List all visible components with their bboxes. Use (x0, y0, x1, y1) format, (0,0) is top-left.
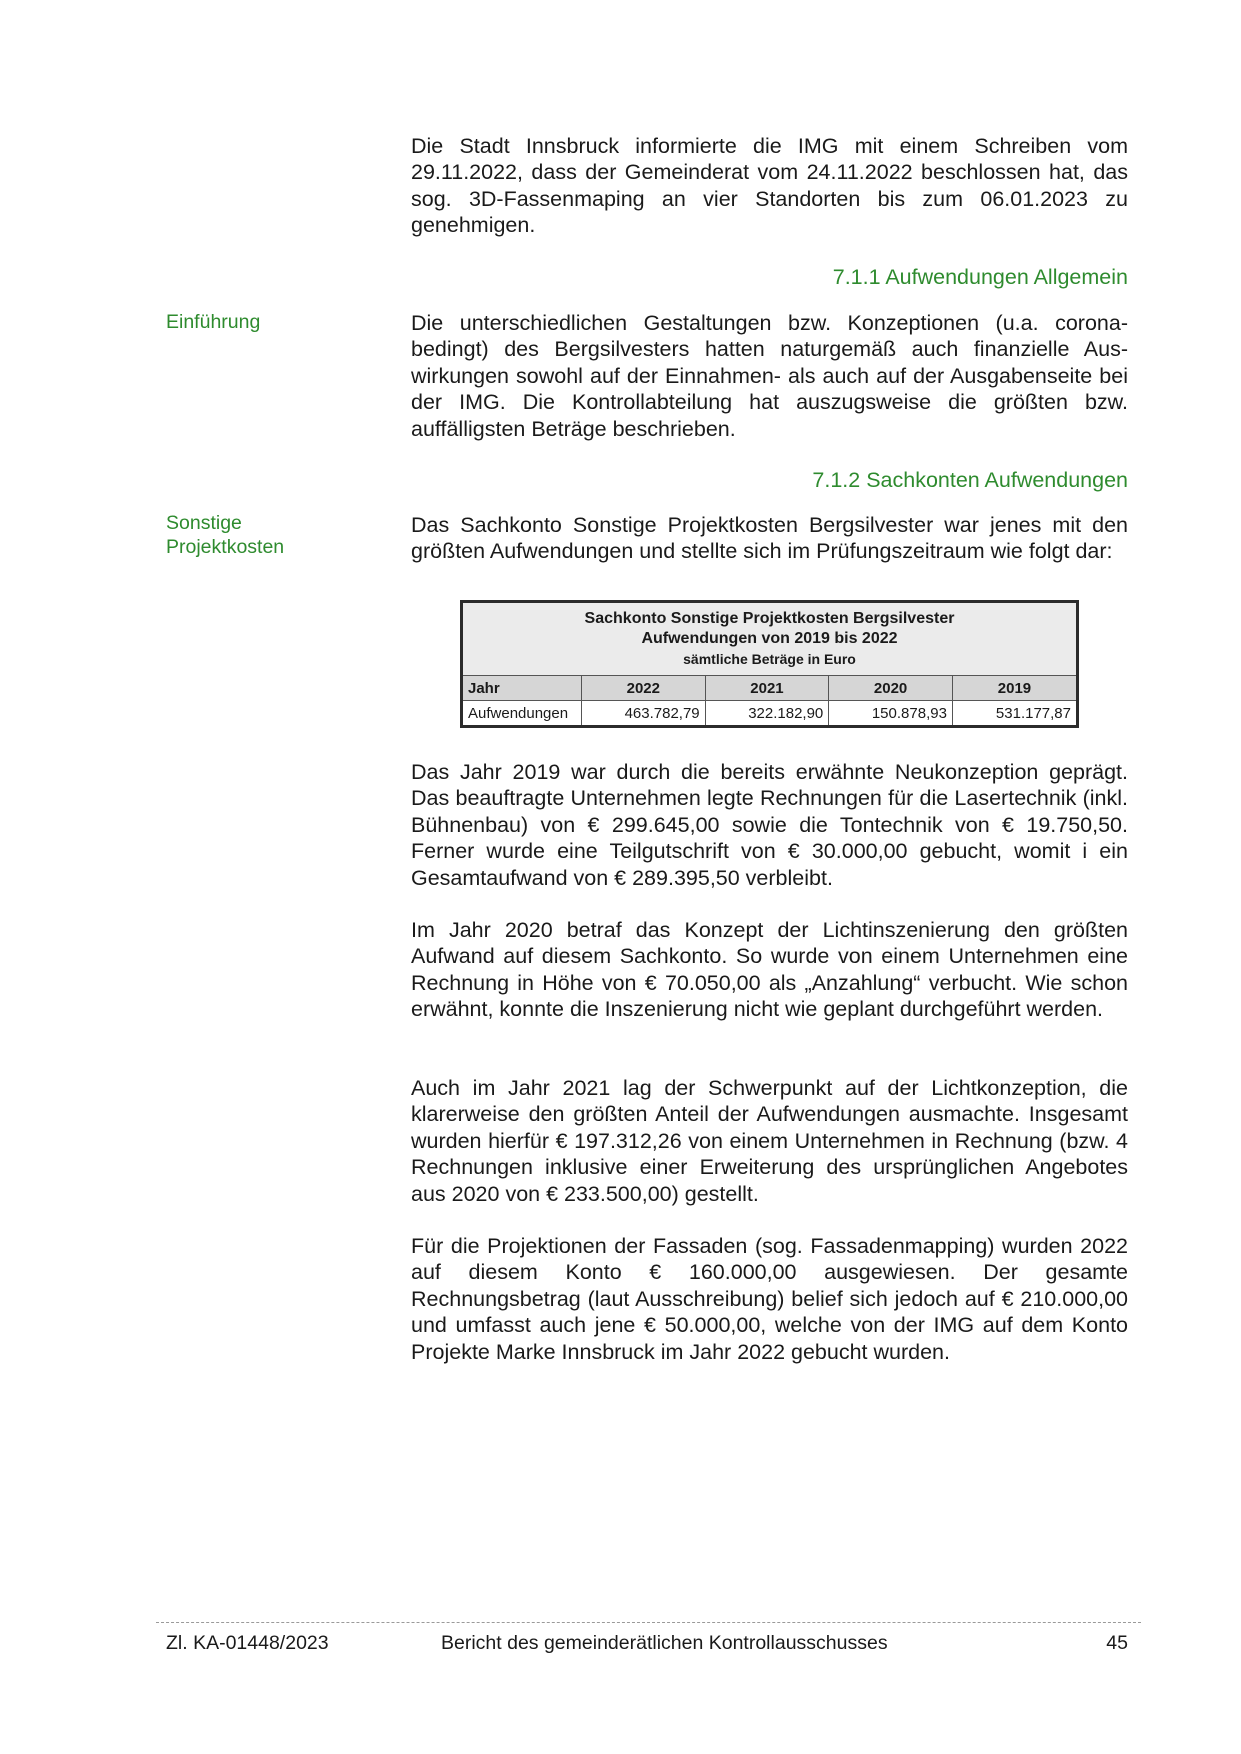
table-subtitle: sämtliche Beträge in Euro (683, 651, 856, 667)
footer-divider (156, 1622, 1141, 1623)
sachkonto-paragraph: Das Sachkonto Sonstige Projektkosten Bergsilvester war jenes mit den größten Aufwendungen und stellte sich im Prüfungszeitraum wie folgt dar: (411, 513, 1128, 564)
intro-paragraph: Die Stadt Innsbruck informierte die IMG mit einem Schreiben vom 29.11.2022, dass der Gemeinderat vom 24.11.2022 beschlossen hat, das sog. 3D-Fassenmaping an vier Standorten bis zum 06.01.2023 zu genehmigen. (411, 134, 1128, 238)
paragraph-2019: Das Jahr 2019 war durch die bereits erwähnte Neukonzeption geprägt. Das beauftragte Unternehmen legte Rechnungen für die Lasertechnik (inkl. Bühnenbau) von € 299.645,00 sowie die Tontechnik von € 19.750,50. Ferner wurde eine Teilgutschrift von € 30.000,00 gebucht, womit i ein Gesamtaufwand von € 289.395,50 verbleibt. (411, 760, 1128, 890)
value-2021: 322.182,90 (705, 701, 829, 727)
table-title-line: Sachkonto Sonstige Projektkosten Bergsilvester (584, 610, 955, 627)
einfuehrung-paragraph: Die unterschiedlichen Gestaltungen bzw. Konzeptionen (u.a. corona-bedingt) des Bergsilvesters hatten naturgemäß auch finanzielle Aus-wirkungen sowohl auf der Einnahmen- als auch auf der Ausgabenseite bei der IMG. Die Kontrollabteilung hat auszugsweise die größten bzw. auffälligsten Beträge beschrieben. (411, 311, 1128, 441)
paragraph-2021: Auch im Jahr 2021 lag der Schwerpunkt auf der Lichtkonzeption, die klarerweise den größten Anteil der Aufwendungen ausmachte. Insgesamt wurden hierfür € 197.312,26 von einem Unternehmen in Rechnung (bzw. 4 Rechnungen inklusive einer Erweiterung des ursprünglichen Angebotes aus 2020 von € 233.500,00) gestellt. (411, 1076, 1128, 1206)
row-label: Aufwendungen (462, 701, 582, 727)
column-header-jahr: Jahr (462, 676, 582, 701)
margin-note-line: Sonstige (166, 512, 242, 534)
value-2020: 150.878,93 (829, 701, 953, 727)
column-header-2020: 2020 (829, 676, 953, 701)
paragraph-2022: Für die Projektionen der Fassaden (sog. Fassadenmapping) wurden 2022 auf diesem Konto € 160.000,00 ausgewiesen. Der gesamte Rechnungsbetrag (laut Ausschreibung) belief sich jedoch auf € 210.000,00 und umfasst auch jene € 50.000,00, welche von der IMG auf dem Konto Projekte Marke Innsbruck im Jahr 2022 gebucht wurden. (411, 1234, 1128, 1364)
footer-reference: Zl. KA-01448/2023 (166, 1632, 329, 1654)
table-header-row (462, 676, 1078, 701)
value-2019: 531.177,87 (952, 701, 1077, 727)
paragraph-2020: Im Jahr 2020 betraf das Konzept der Lichtinszenierung den größten Aufwand auf diesem Sachkonto. So wurde von einem Unternehmen eine Rechnung in Höhe von € 70.050,00 als „Anzahlung“ verbucht. Wie schon erwähnt, konnte die Inszenierung nicht wie geplant durchgeführt werden. (411, 918, 1128, 1022)
column-header-2021: 2021 (705, 676, 829, 701)
margin-note-line: Projektkosten (166, 536, 285, 558)
margin-note-einfuehrung: Einführung (166, 311, 261, 333)
table-title-line: Aufwendungen von 2019 bis 2022 (641, 630, 898, 647)
expenses-table (460, 600, 1079, 728)
section-heading-7-1-2: 7.1.2 Sachkonten Aufwendungen (812, 468, 1128, 492)
section-heading-7-1-1: 7.1.1 Aufwendungen Allgemein (832, 265, 1128, 289)
footer-report-title: Bericht des gemeinderätlichen Kontrollausschusses (441, 1632, 888, 1654)
value-2022: 463.782,79 (582, 701, 706, 727)
table-row (462, 701, 1078, 727)
column-header-2019: 2019 (952, 676, 1077, 701)
margin-note-sonstige-projektkosten (166, 511, 366, 559)
table-title (462, 602, 1078, 676)
column-header-2022: 2022 (582, 676, 706, 701)
page-number: 45 (1106, 1632, 1128, 1654)
